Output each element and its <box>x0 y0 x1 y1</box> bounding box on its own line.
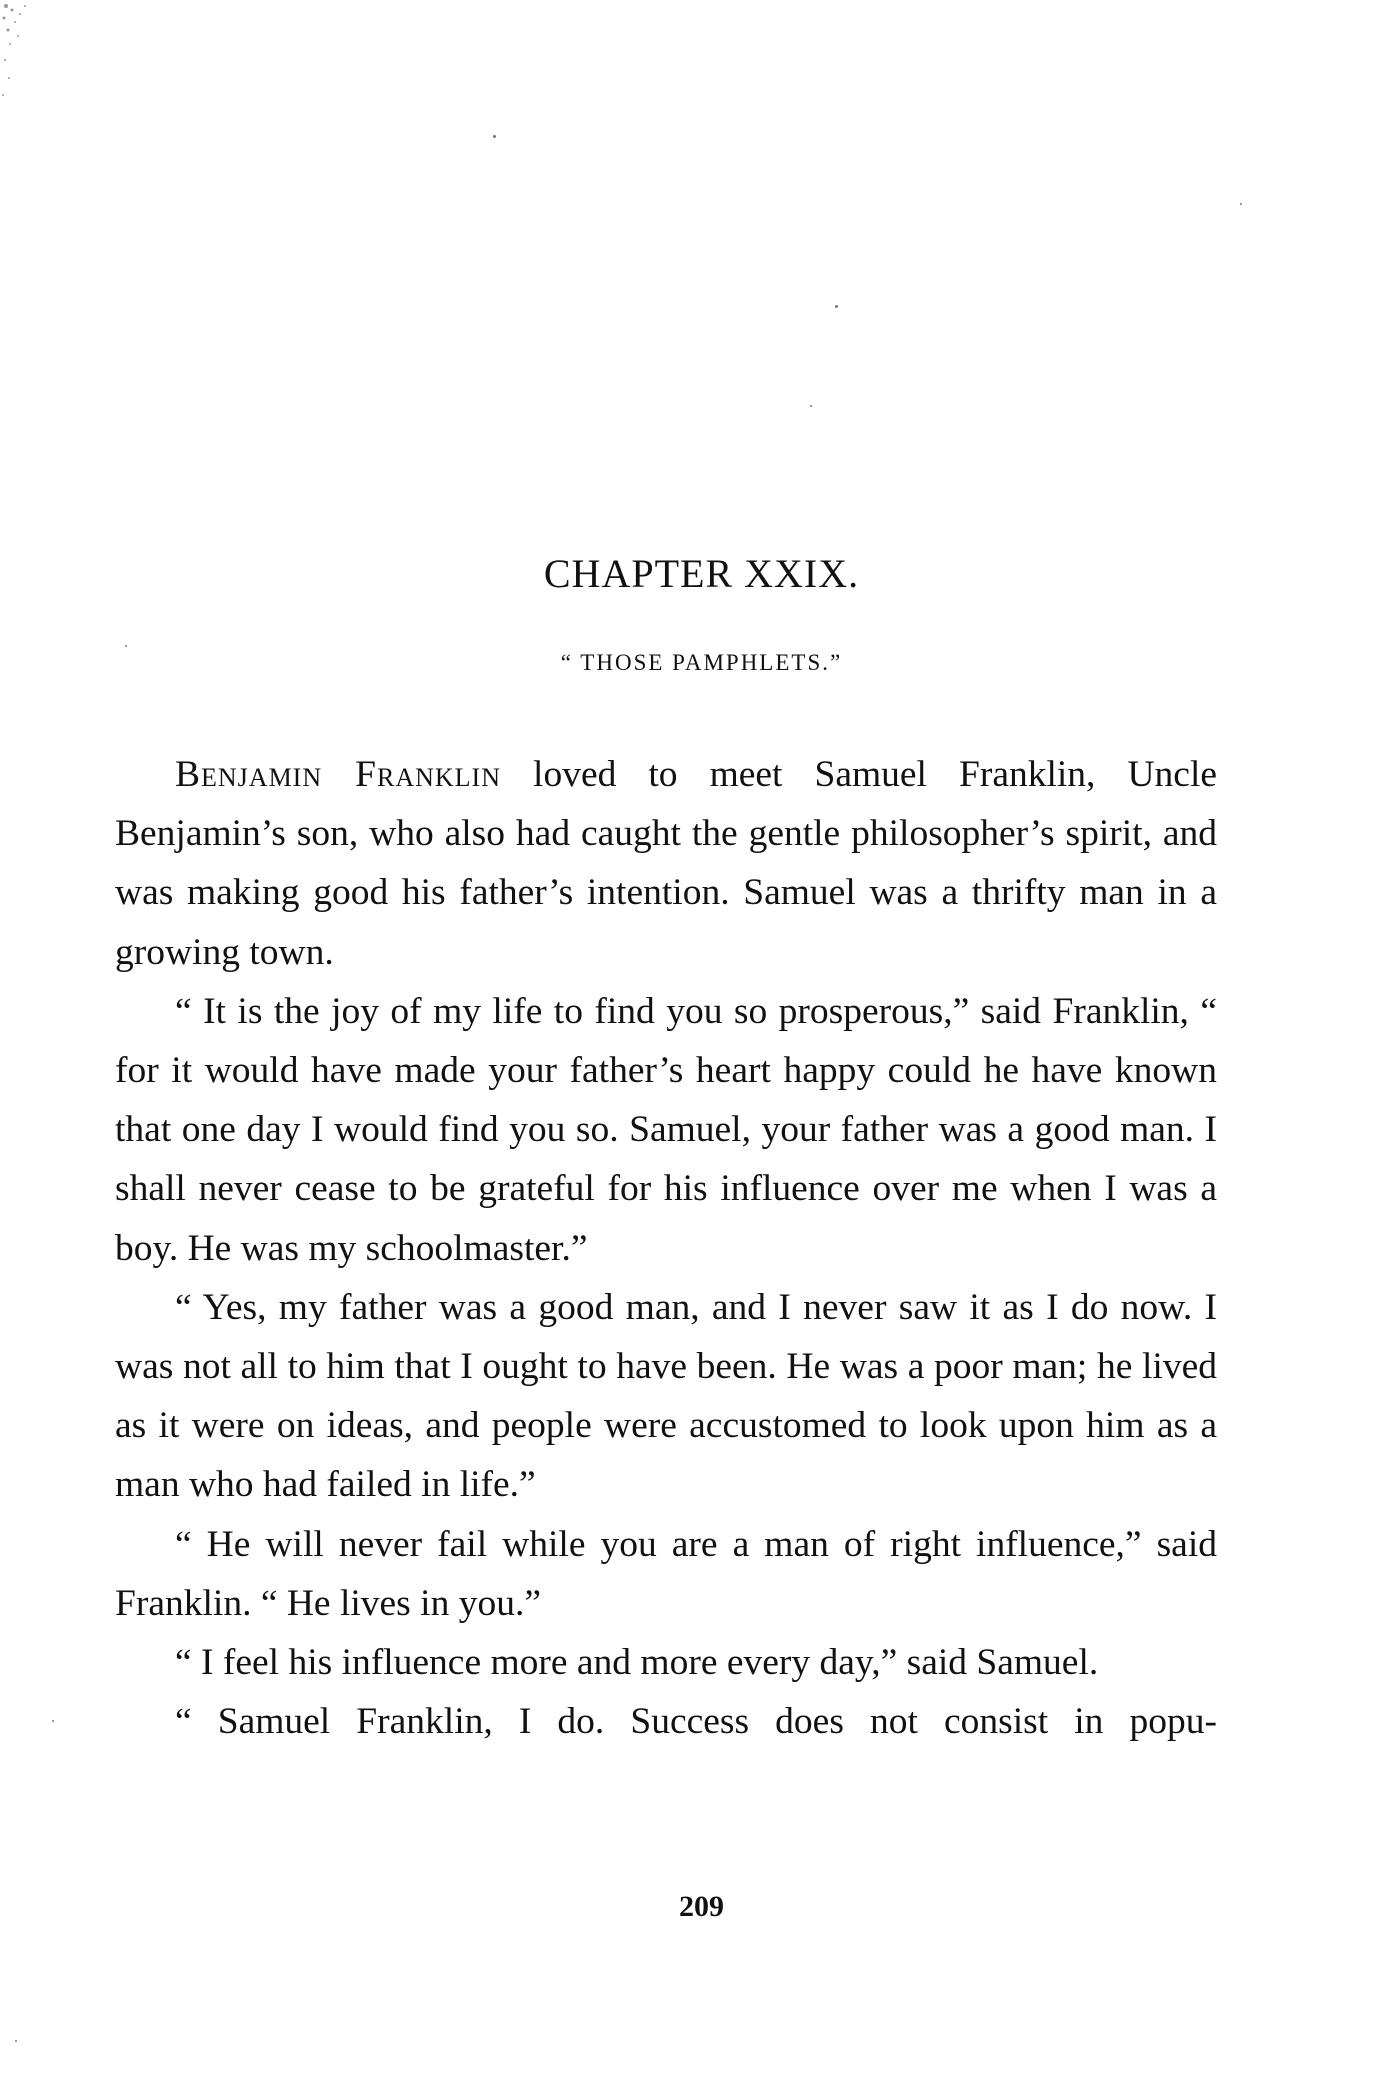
scan-speck <box>493 135 496 138</box>
paragraph: “ It is the joy of my life to find you so prosperous,” said Franklin, “ for it would have made your father’s heart happy could he have known that one day I would find you so. Samuel, your father was a good man. I shall never cease to be grateful for his influence over me when I was a boy. He was my schoolmaster.” <box>115 990 1217 1269</box>
paragraph: “ Yes, my father was a good man, and I never saw it as I do now. I was not all to him that I ought to have been. He was a poor man; he lived as it were on ideas, and people were accustomed to look upon him as a man who had failed in life.” <box>115 1286 1217 1506</box>
lead-name: Benjamin Franklin <box>175 754 501 795</box>
paragraph: “ Samuel Franklin, I do. Success does not consist in popu- <box>175 1701 1217 1743</box>
scan-speck <box>810 405 812 407</box>
paragraph-text: loved to meet Samuel Franklin, Uncle Benjamin’s son, who also had caught the gentle philosopher’s spirit, and was making good his father’s intention. Samuel was a thrifty man in a growing town. <box>115 754 1218 973</box>
scan-speck <box>1240 203 1242 205</box>
page-number: 209 <box>679 1890 724 1923</box>
paragraph: “ I feel his influence more and more every day,” said Samuel. <box>175 1642 1099 1684</box>
chapter-body <box>115 745 1217 1751</box>
scan-speck <box>52 1720 54 1722</box>
scan-speck <box>125 645 127 647</box>
scan-speck <box>835 305 838 308</box>
paragraph <box>115 745 1217 982</box>
scan-edge-marks <box>0 0 40 110</box>
chapter-title: CHAPTER XXIX. <box>543 551 860 596</box>
chapter-subtitle: “ THOSE PAMPHLETS.” <box>560 650 843 675</box>
scan-speck <box>15 2040 17 2042</box>
paragraph: “ He will never fail while you are a man of right influence,” said Franklin. “ He lives in you.” <box>115 1523 1217 1624</box>
